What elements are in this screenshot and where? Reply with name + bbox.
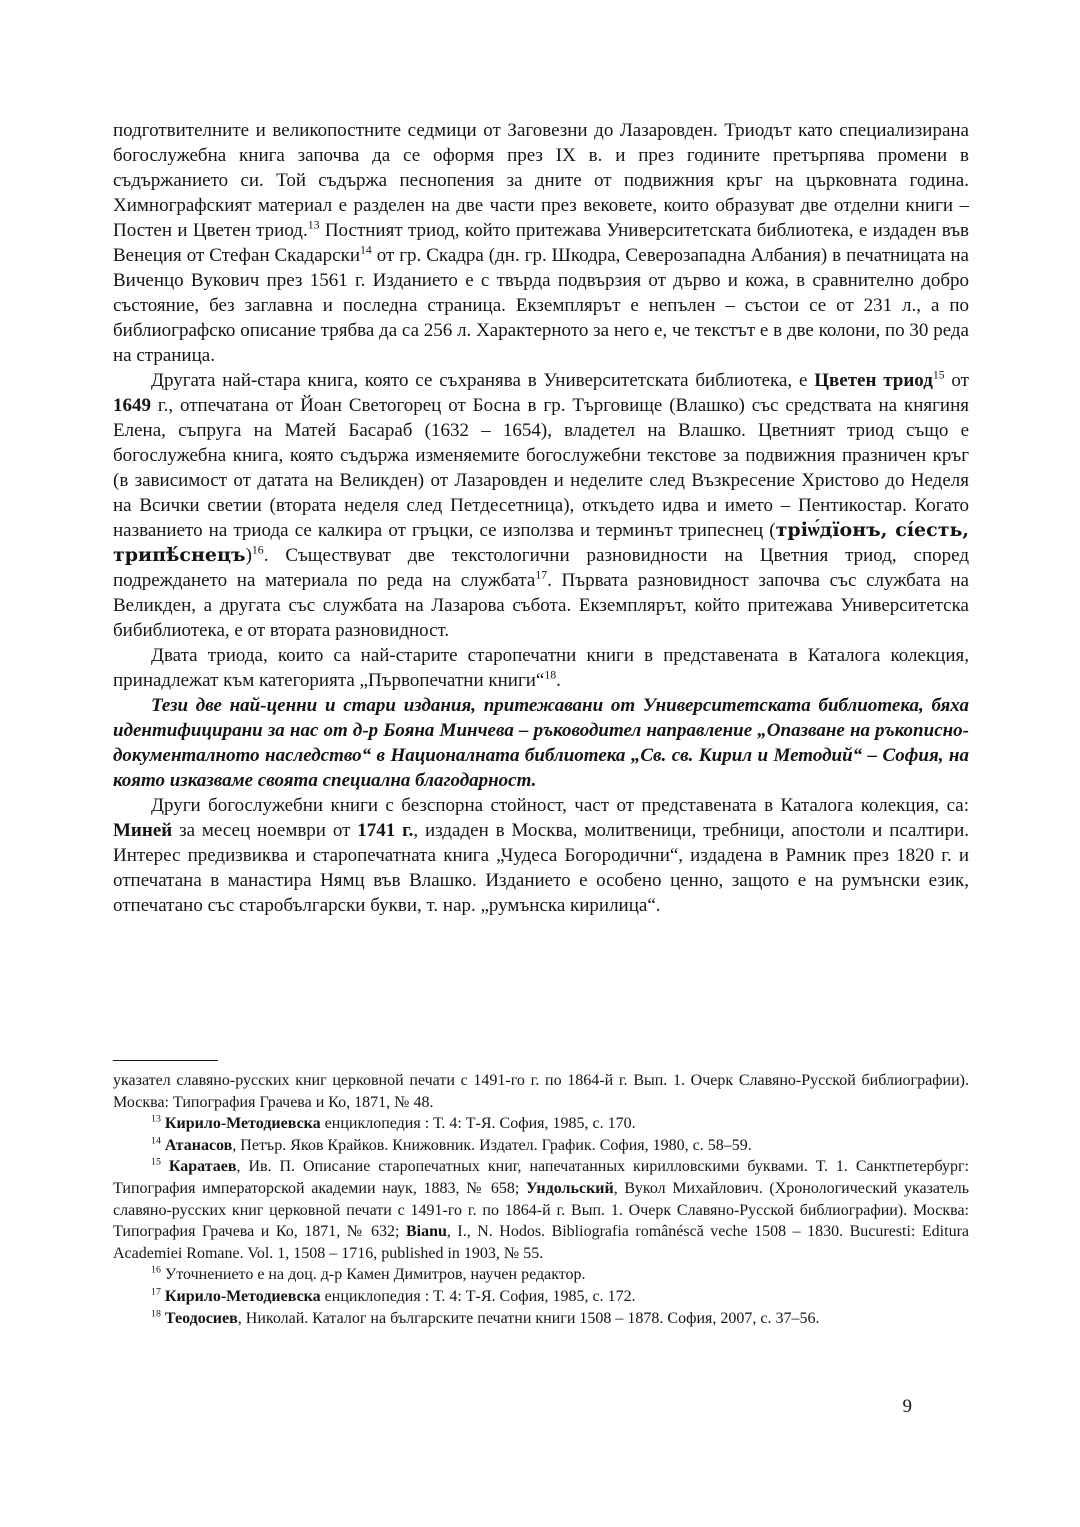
footnote-ref: 13 [151,1113,161,1125]
paragraph-other-books [113,793,969,918]
church-slavonic-text: тріѡ́дїонъ, сі́есть, трипѣ́снецъ [113,519,969,566]
text-run: . [556,670,561,691]
text-run: енциклопедия : Т. 4: Т-Я. София, 1985, с. 170. [320,1115,636,1133]
text-run: . Съществуват две текстологични разновидности на Цветния триод, според подреждането на материала по реда на службата [113,545,969,591]
footnote-ref: 15 [932,368,945,382]
text-run: 1649 [113,395,151,416]
footnote-ref: 14 [151,1135,161,1147]
paragraph-cveten-triod [113,368,969,643]
text-run: , I., N. Hodos. Bibliografia românéscă veche 1508 – 1830. Bucuresti: Editura Academiei Romane. Vol. 1, 1508 – 1716, published in 1903, № 55. [113,1223,969,1262]
text-run: г., отпечатана от Йоан Светогорец от Босна в гр. Търговище (Влашко) със средствата на княгиня Елена, съпруга на Матей Басараб (1632 – 1654), владетел на Влашко. Цветният триод също е богослужебна книга, която съдържа изменяемите богослужебни текстове за подвижния празничен кръг (в зависимост от датата на Великден) от Лазаровден и неделите след Възкресение Христово до Неделя на Всички светии (втората неделя след Петдесетница), откъдето идва и името – Пентикостар. Когато названието на триода се калкира от гръцки, се използва и терминът трипеснец ( [113,395,969,541]
paragraph-triod-history [113,118,969,368]
footnote-ref: 15 [151,1157,161,1169]
text-run: подготвителните и великопостните седмици от Заговезни до Лазаровден. Триодът като специализирана богослужебна книга започва да се оформя през IX в. и през годините претърпява промени в съдържанието си. Той съдържа песнопения за дните от подвижния кръг на църковната година. Химнографският материал е разделен на две части през вековете, които образуват две отделни книги – Постен и Цветен триод. [113,120,969,241]
text-run: Каратаев [168,1158,237,1176]
text-run: . Първата разновидност започва със службата на Великден, а другата със службата на Лазарова събота. Екземплярът, който притежава Университетска бибиблиотека, е от втората разновидност. [113,570,969,641]
text-run: Другата най-стара книга, която се съхранява в Университетската библиотека, е [151,370,815,391]
text-run: указател славяно-русских книг церковной печати с 1491-го г. по 1864-й г. Вып. 1. Очерк Славяно-Русской библиографии). Москва: Типография Грачева и Ко, 1871, № 48. [113,1072,969,1111]
footnote-14 [113,1135,969,1157]
text-run: енциклопедия : Т. 4: Т-Я. София, 1985, с. 172. [320,1287,636,1305]
text-run: , издаден в Москва, молитвеници, требници, апостоли и псалтири. Интерес предизвиква и старопечатната книга „Чудеса Богородични“, издадена в Рамник през 1820 г. и отпечатана в манастира Нямц във Влашко. Изданието е особено ценно, защото е на румънски език, отпечатано със старобългарски букви, т. нар. „румънска кирилица“. [113,820,969,916]
text-run: Ундольский [526,1179,614,1197]
footnote-16 [113,1264,969,1286]
text-run: Кирило-Методиевска [164,1287,321,1305]
body-text [113,118,969,918]
text-run: Миней [113,820,173,841]
text-run: ) [245,545,252,566]
footnotes-section [113,1060,969,1329]
text-run: за месец ноември от [172,820,358,841]
text-run: Двата триода, които са най-старите старопечатни книги в представената в Каталога колекция, принадлежат към категорията „Първопечатни книги“ [113,645,969,691]
paragraph-acknowledgement [113,693,969,793]
text-run: , Вукол Михайлович. (Хронологический указатель славяно-русских книг церковной печати с 1491-го г. по 1864-й г. Вып. 1. Очерк Славяно-Русской библиографии). Москва: Типография Грачева и Ко, 1871, № 632; [113,1179,969,1241]
footnote-ref: 18 [544,668,557,682]
text-run: , Петър. Яков Крайков. Книжовник. Издател. График. София, 1980, с. 58–59. [232,1136,752,1154]
footnote-15 [113,1156,969,1264]
footnote-ref: 17 [151,1286,161,1298]
footnote-13 [113,1113,969,1135]
text-run: Bianu [405,1223,447,1241]
text-run: , Ив. П. Описание старопечатных книг, напечатанных кирилловскими буквами. Т. 1. Санктпетербург: Типография императорской академии наук, 1883, № 658; [113,1158,970,1197]
footnote-ref: 16 [151,1265,161,1277]
text-run: от [944,370,969,391]
text-run: Постният триод, който притежава Университетската библиотека, е издаден във Венеция от Стефан Скадарски [113,220,969,266]
text-run: от гр. Скадра (дн. гр. Шкодра, Северозападна Албания) в печатницата на Виченцо Вукович през 1561 г. Изданието е с твърда подвързия от дърво и кожа, в сравнително добро състояние, без заглавна и последна страница. Екземплярът е непълен – състои се от 231 л., а по библиографско описание трябва да са 256 л. Характерното за него е, че текстът е в две колони, по 30 реда на страница. [113,245,969,366]
text-run: 1741 г. [357,820,414,841]
text-run: Атанасов [164,1136,233,1154]
text-run: Цветен триод [814,370,933,391]
text-run: Други богослужебни книги с безспорна стойност, част от представената в Каталога колекция, са: [151,795,969,816]
text-run: Теодосиев [164,1309,238,1327]
footnote-18 [113,1308,969,1330]
footnote-ref: 18 [151,1308,161,1320]
footnote-ref: 16 [251,543,264,557]
footnote-ref: 14 [359,243,372,257]
footnote-ref: 13 [307,218,320,232]
footnote-ref: 17 [535,568,548,582]
text-run: Уточнението е на доц. д-р Камен Димитров, научен редактор. [160,1266,586,1284]
text-run: Кирило-Методиевска [164,1115,321,1133]
text-run: Тези две най-ценни и стари издания, притежавани от Университетската библиотека, бяха идентифицирани за нас от д-р Бояна Минчева – ръководител направление „Опазване на ръкописно-документалното наследство“ в Националната библиотека „Св. св. Кирил и Методий“ – София, на която изказваме своята специална благодарност. [113,695,969,791]
text-run: , Николай. Каталог на българските печатни книги 1508 – 1878. София, 2007, с. 37–56. [237,1309,820,1327]
footnote-continuation [113,1070,969,1113]
footnote-separator [113,1060,218,1061]
page-number: 9 [902,1396,912,1417]
paragraph-two-triods [113,643,969,693]
footnote-17 [113,1286,969,1308]
text-run [161,1158,169,1175]
